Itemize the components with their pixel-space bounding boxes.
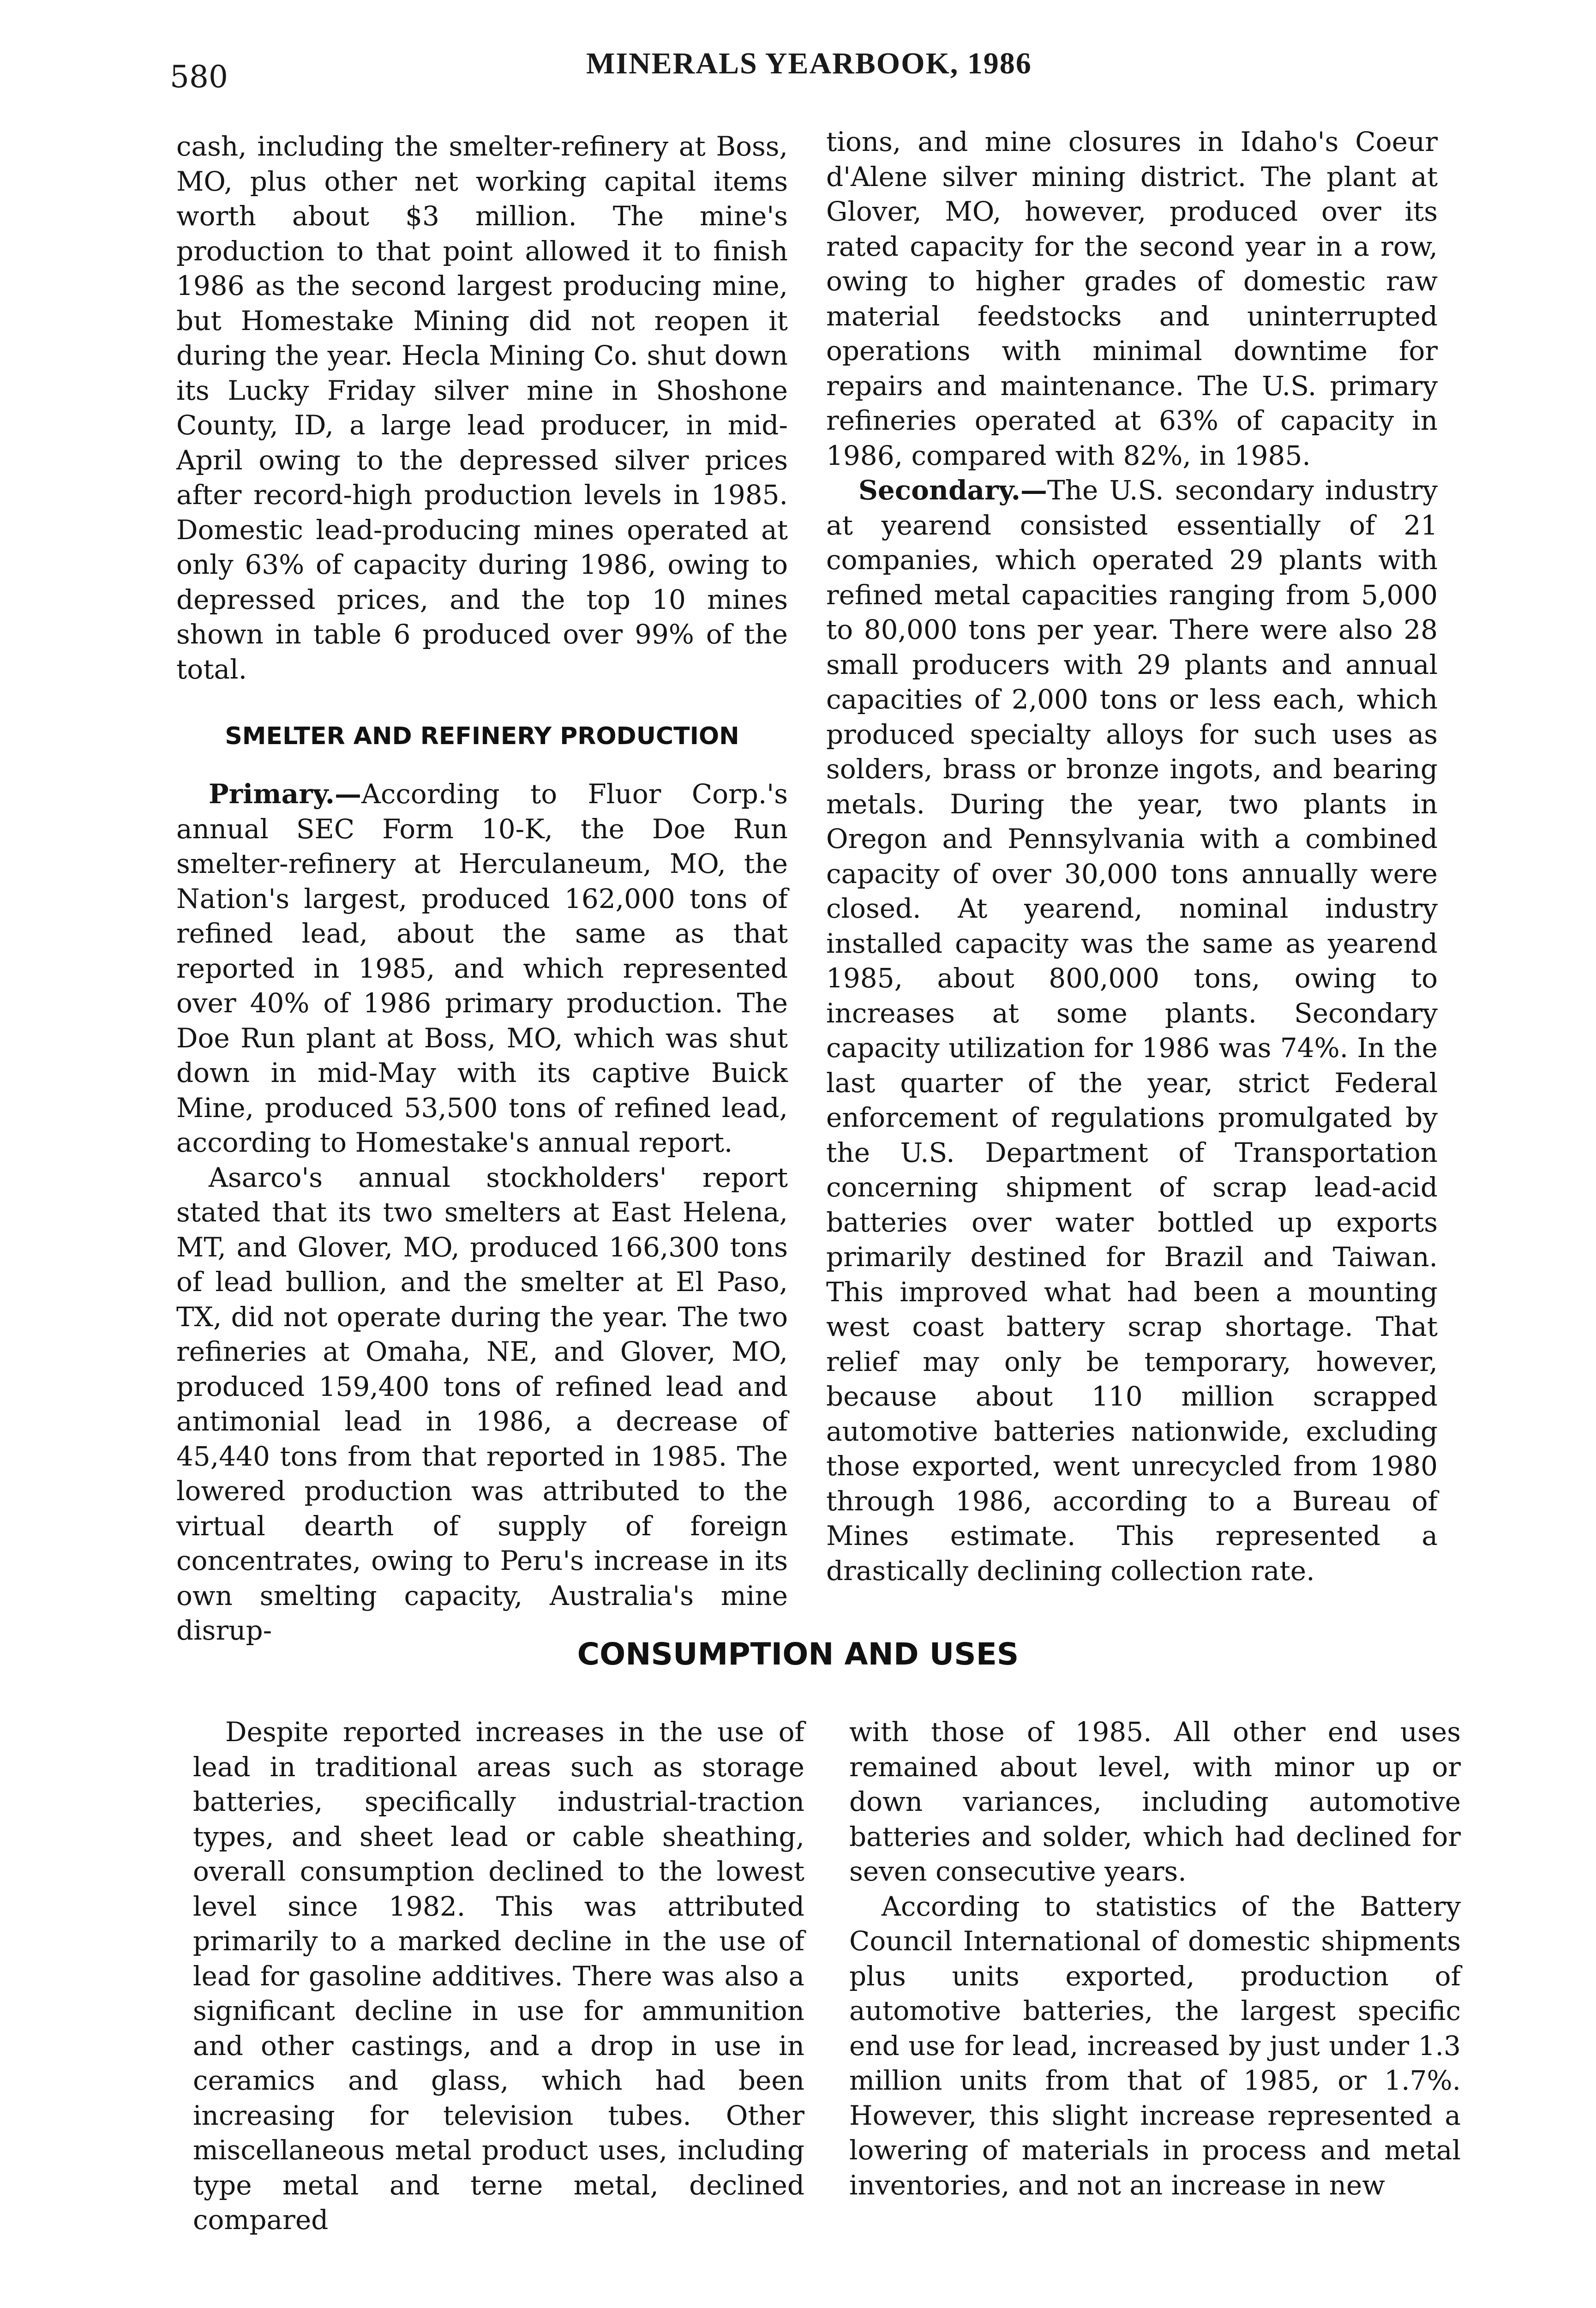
paragraph: Asarco's annual stockholders' report stated that its two smelters at East Helena, MT, and Glover, MO, produced 166,300 tons of lead bullion, and the smelter at El Paso, TX, did not operate during the year. The two refineries at Omaha, NE, and Glover, MO, produced 159,400 tons of refined lead and antimonial lead in 1986, a decrease of 45,440 tons from that reported in 1985. The lowered production was attributed to the virtual dearth of supply of foreign concentrates, owing to Peru's increase in its own smelting capacity, Australia's mine disrup- <box>176 1161 788 1646</box>
paragraph: with those of 1985. All other end uses remained about level, with minor up or down variances, including automotive batteries and solder, which had declined for seven consecutive years. <box>849 1716 1461 1887</box>
subheading-smelter-refinery: SMELTER AND REFINERY PRODUCTION <box>225 722 739 750</box>
column-2 <box>826 125 1438 1588</box>
column-3 <box>193 1715 804 2238</box>
column-4 <box>849 1715 1461 2203</box>
run-in-heading-secondary: Secondary.— <box>858 475 1047 506</box>
paragraph: According to statistics of the Battery Council International of domestic shipments plus units exported, production of automotive batteries, the largest specific end use for lead, increased by just under 1.3 million units from that of 1985, or 1.7%. However, this slight increase represented a lowering of materials in process and metal inventories, and not an increase in new <box>849 1890 1461 2201</box>
run-in-heading-primary: Primary.— <box>209 778 361 810</box>
section-heading-consumption: CONSUMPTION AND USES <box>577 1636 1019 1672</box>
paragraph-text: According to Fluor Corp.'s annual SEC Form 10-K, the Doe Run smelter-refinery at Herculaneum, MO, the Nation's largest, produced 162,000 tons of refined lead, about the same as that reported in 1985, and which represented over 40% of 1986 primary production. The Doe Run plant at Boss, MO, which was shut down in mid-May with its captive Buick Mine, produced 53,500 tons of refined lead, according to Homestake's annual report. <box>176 778 788 1158</box>
paragraph-text: The U.S. secondary industry at yearend consisted essentially of 21 companies, which operated 29 plants with refined metal capacities ranging from 5,000 to 80,000 tons per year. There were also 28 small producers with 29 plants and annual capacities of 2,000 tons or less each, which produced specialty alloys for such uses as solders, brass or bronze ingots, and bearing metals. During the year, two plants in Oregon and Pennsylvania with a combined capacity of over 30,000 tons annually were closed. At yearend, nominal industry installed capacity was the same as yearend 1985, about 800,000 tons, owing to increases at some plants. Secondary capacity utilization for 1986 was 74%. In the last quarter of the year, strict Federal enforcement of regulations promulgated by the U.S. Department of Transportation concerning shipment of scrap lead-acid batteries over water bottled up exports primarily destined for Brazil and Taiwan. This improved what had been a mounting west coast battery scrap shortage. That relief may only be temporary, however, because about 110 million scrapped automotive batteries nationwide, excluding those exported, went unrecycled from 1980 through 1986, according to a Bureau of Mines estimate. This represented a drastically declining collection rate. <box>826 475 1438 1587</box>
page-number: 580 <box>170 59 228 95</box>
paragraph-primary <box>176 777 788 1160</box>
paragraph: tions, and mine closures in Idaho's Coeur d'Alene silver mining district. The plant at Glover, MO, however, produced over its rated capacity for the second year in a row, owing to higher grades of domestic raw material feedstocks and uninterrupted operations with minimal downtime for repairs and maintenance. The U.S. primary refineries operated at 63% of capacity in 1986, compared with 82%, in 1985. <box>826 126 1438 471</box>
paragraph: Despite reported increases in the use of lead in traditional areas such as storage batteries, specifically industrial-traction types, and sheet lead or cable sheathing, overall consumption declined to the lowest level since 1982. This was attributed primarily to a marked decline in the use of lead for gasoline additives. There was also a significant decline in use for ammunition and other castings, and a drop in use in ceramics and glass, which had been increasing for television tubes. Other miscellaneous metal product uses, including type metal and terne metal, declined compared <box>193 1716 804 2236</box>
column-1 <box>176 129 788 1648</box>
paragraph-secondary <box>826 473 1438 1588</box>
paragraph: cash, including the smelter-refinery at Boss, MO, plus other net working capital items worth about $3 million. The mine's production to that point allowed it to finish 1986 as the second largest producing mine, but Homestake Mining did not reopen it during the year. Hecla Mining Co. shut down its Lucky Friday silver mine in Shoshone County, ID, a large lead producer, in mid-April owing to the depressed silver prices after record-high production levels in 1985. Domestic lead-producing mines operated at only 63% of capacity during 1986, owing to depressed prices, and the top 10 mines shown in table 6 produced over 99% of the total. <box>176 131 788 685</box>
running-title: MINERALS YEARBOOK, 1986 <box>586 47 1032 80</box>
